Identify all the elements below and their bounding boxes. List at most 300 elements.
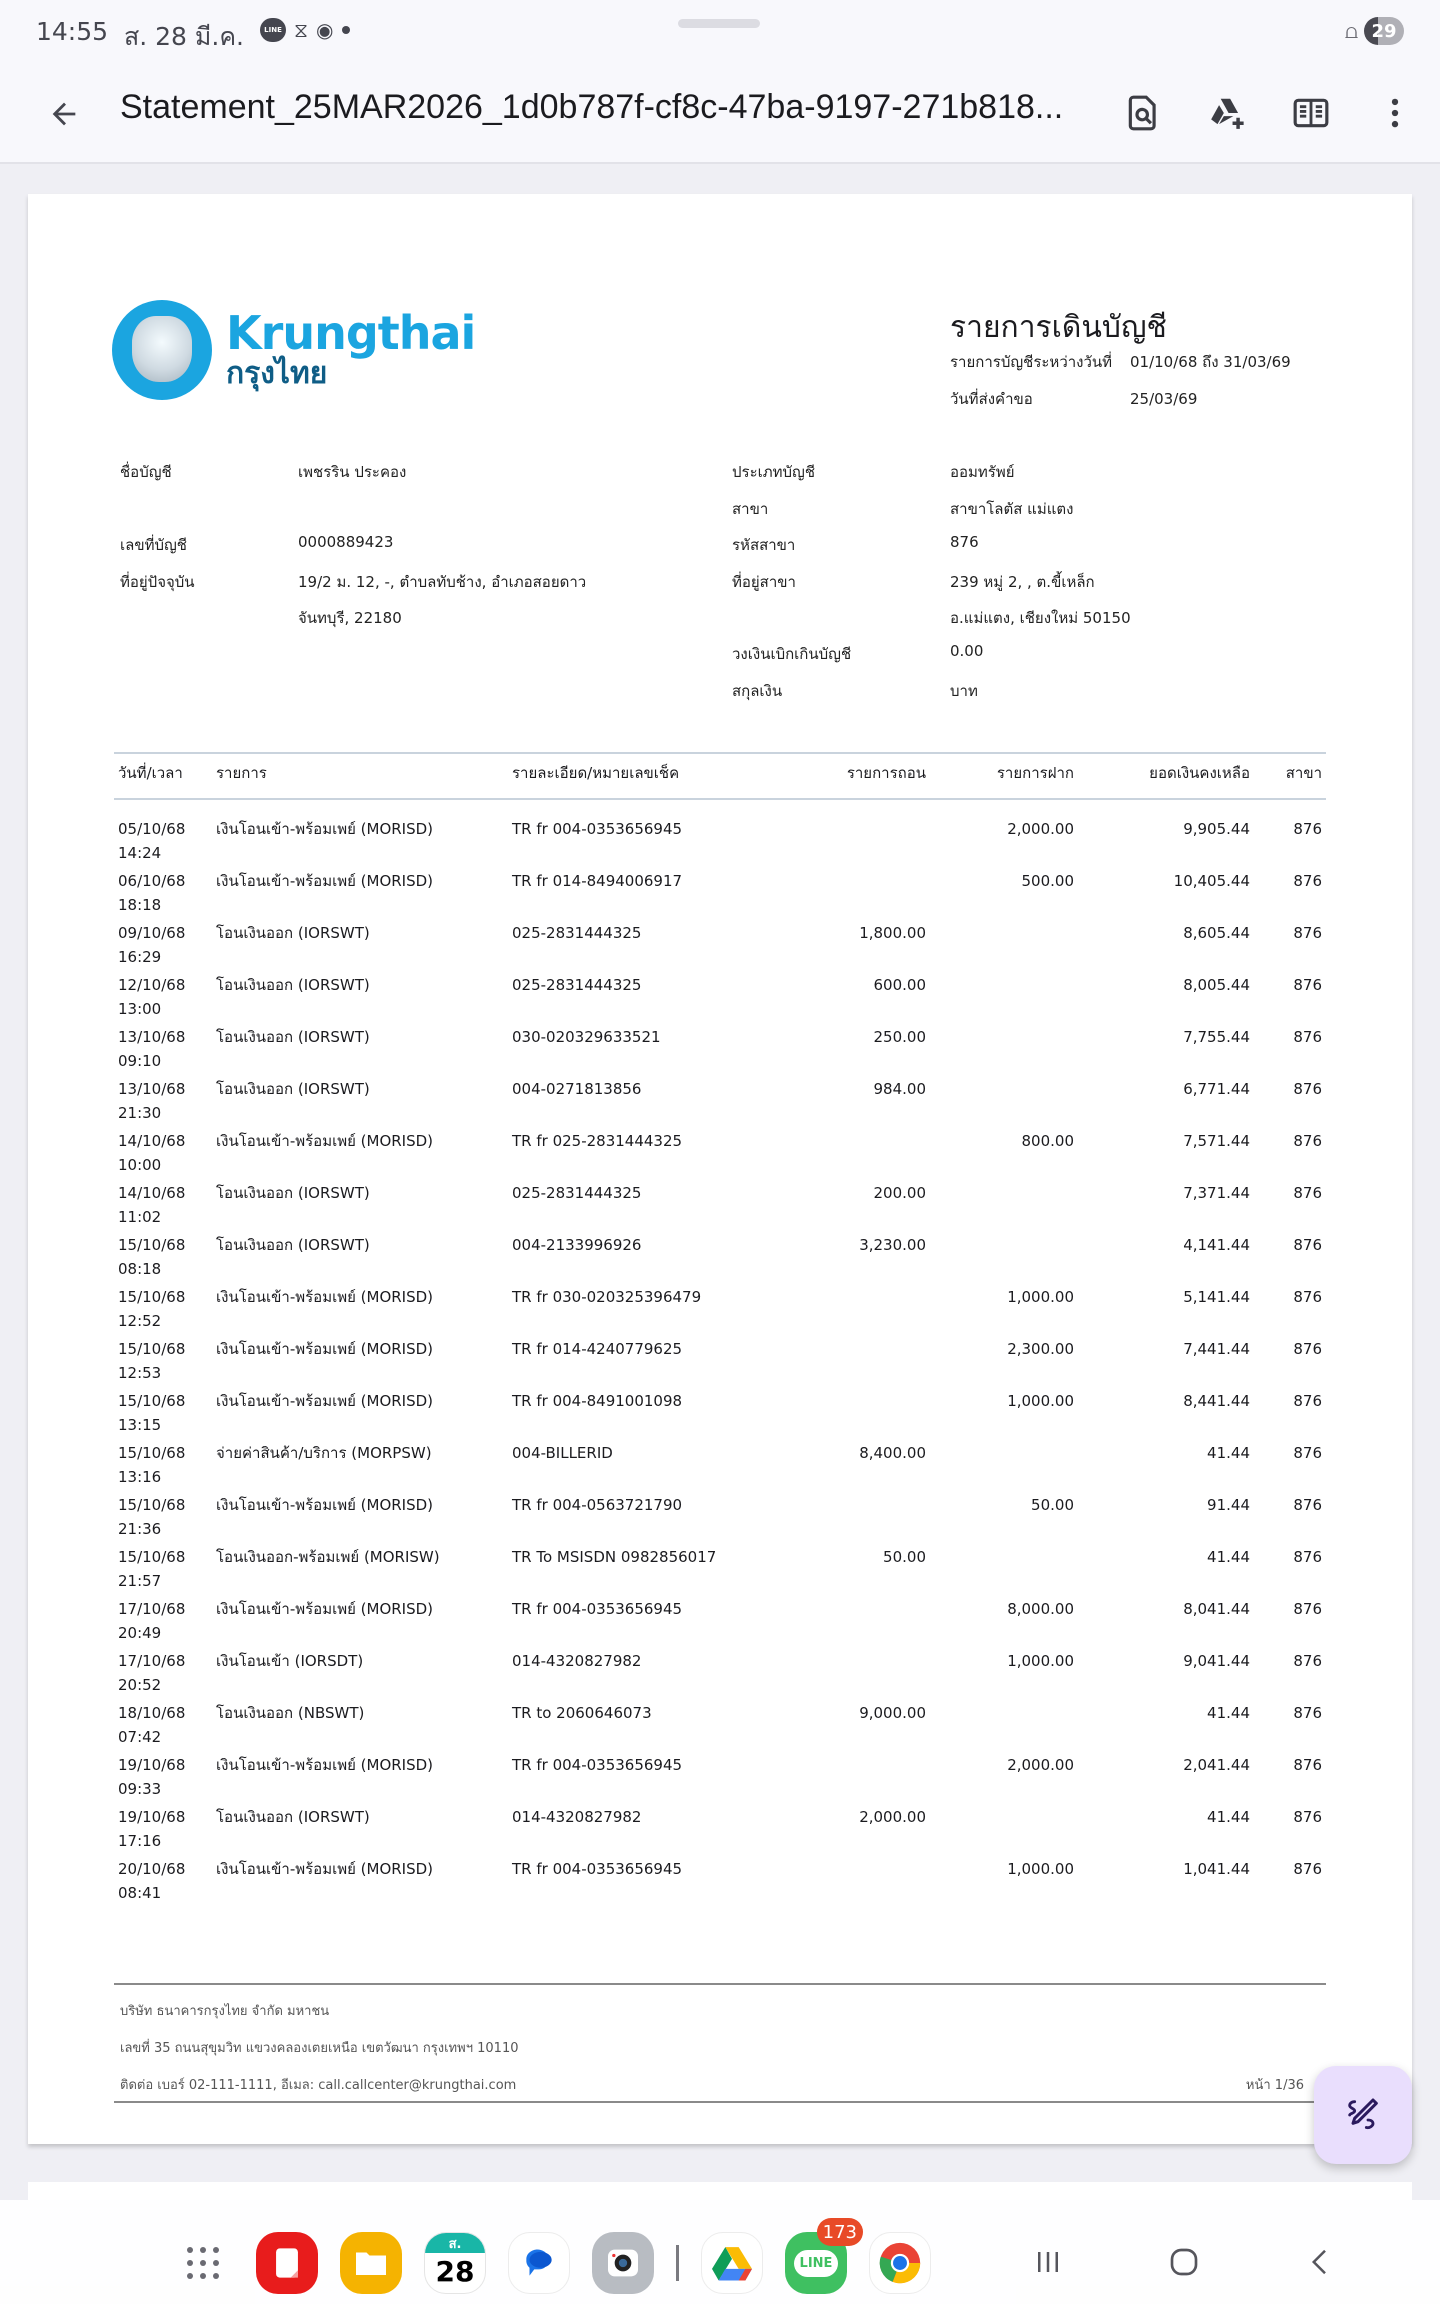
- col-branch: สาขา: [1285, 764, 1322, 782]
- tx-description: เงินโอนเข้า-พร้อมเพย์ (MORISD): [216, 872, 434, 890]
- tx-withdrawal: [808, 816, 930, 842]
- tx-branch: 876: [1293, 1340, 1322, 1358]
- tx-withdrawal: [808, 1492, 930, 1518]
- tx-deposit: [930, 920, 1078, 946]
- table-row: [114, 1596, 1326, 1622]
- branch-name: สาขาโลตัส แม่แตง: [950, 500, 1074, 518]
- tx-date: 20/10/68: [118, 1860, 186, 1878]
- col-detail: รายละเอียด/หมายเลขเช็ค: [512, 764, 680, 782]
- tx-deposit: [930, 1544, 1078, 1570]
- tx-description: เงินโอนเข้า-พร้อมเพย์ (MORISD): [216, 1756, 434, 1774]
- branch-address-line2: อ.แม่แตง, เชียงใหม่ 50150: [950, 609, 1131, 627]
- tx-branch: 876: [1293, 1080, 1322, 1098]
- tx-withdrawal: 984.00: [873, 1080, 926, 1098]
- document-title: Statement_25MAR2026_1d0b787f-cf8c-47ba-9197-271b818...: [120, 88, 1064, 126]
- table-row-time: [114, 998, 1326, 1024]
- tx-deposit: [930, 1700, 1078, 1726]
- tx-detail: TR fr 014-8494006917: [512, 872, 683, 890]
- tx-balance: 2,041.44: [1183, 1756, 1250, 1774]
- tx-balance: 8,041.44: [1183, 1600, 1250, 1618]
- find-in-document-button[interactable]: [1118, 88, 1168, 138]
- tx-withdrawal: [808, 1128, 930, 1154]
- home-button[interactable]: [1154, 2240, 1214, 2284]
- tx-deposit: 1,000.00: [1007, 1860, 1074, 1878]
- tx-withdrawal: [808, 1336, 930, 1362]
- tx-withdrawal: [808, 1752, 930, 1778]
- camera-app[interactable]: [592, 2232, 654, 2294]
- tx-detail: 025-2831444325: [512, 1184, 642, 1202]
- tx-deposit: 2,000.00: [1007, 1756, 1074, 1774]
- tx-withdrawal: 3,230.00: [859, 1236, 926, 1254]
- app-dock: [172, 2221, 931, 2294]
- draw-annotate-icon: [1343, 2095, 1383, 2135]
- overdraft-limit: 0.00: [950, 642, 984, 660]
- annotate-button[interactable]: [1314, 2066, 1412, 2164]
- tx-time: 12:52: [118, 1312, 162, 1330]
- tx-withdrawal: 50.00: [883, 1548, 926, 1566]
- table-row-time: [114, 1518, 1326, 1544]
- tx-detail: 014-4320827982: [512, 1808, 642, 1826]
- tx-deposit: [930, 972, 1078, 998]
- tx-branch: 876: [1293, 924, 1322, 942]
- tx-date: 15/10/68: [118, 1340, 186, 1358]
- tx-date: 09/10/68: [118, 924, 186, 942]
- tx-balance: 1,041.44: [1183, 1860, 1250, 1878]
- tx-branch: 876: [1293, 976, 1322, 994]
- table-row-time: [114, 1414, 1326, 1440]
- dock-separator: [676, 2245, 679, 2281]
- tx-description: โอนเงินออก (IORSWT): [216, 1236, 370, 1254]
- tx-date: 05/10/68: [118, 820, 186, 838]
- tx-deposit: [930, 1180, 1078, 1206]
- info-label: ที่อยู่ปัจจุบัน: [120, 573, 195, 591]
- tx-deposit: [930, 1440, 1078, 1466]
- tx-time: 17:16: [118, 1832, 162, 1850]
- table-row-time: [114, 1050, 1326, 1076]
- table-row: [114, 1336, 1326, 1362]
- battery-icon: 29: [1364, 17, 1404, 45]
- tx-balance: 41.44: [1207, 1548, 1250, 1566]
- tx-withdrawal: [808, 1648, 930, 1674]
- table-row: [114, 1700, 1326, 1726]
- tx-date: 13/10/68: [118, 1080, 186, 1098]
- drive-add-icon: [1208, 94, 1246, 132]
- tx-time: 14:24: [118, 844, 162, 862]
- tx-date: 15/10/68: [118, 1288, 186, 1306]
- tx-date: 15/10/68: [118, 1444, 186, 1462]
- table-row-time: [114, 1362, 1326, 1388]
- table-row-time: [114, 1206, 1326, 1232]
- tx-branch: 876: [1293, 1860, 1322, 1878]
- tx-branch: 876: [1293, 1444, 1322, 1462]
- footer-bottom-divider: [114, 2101, 1326, 2103]
- tx-withdrawal: 200.00: [873, 1184, 926, 1202]
- tx-description: เงินโอนเข้า-พร้อมเพย์ (MORISD): [216, 1860, 434, 1878]
- branch-code: 876: [950, 533, 979, 551]
- tx-branch: 876: [1293, 1548, 1322, 1566]
- info-label: รหัสสาขา: [732, 536, 796, 554]
- table-row: [114, 1128, 1326, 1154]
- google-drive-app[interactable]: [701, 2232, 763, 2294]
- footer-address: เลขที่ 35 ถนนสุขุมวิท แขวงคลองเตยเหนือ เขตวัฒนา กรุงเทพฯ 10110: [120, 2041, 519, 2056]
- table-row-time: [114, 1778, 1326, 1804]
- notification-badge: 173: [817, 2218, 863, 2246]
- tx-balance: 8,605.44: [1183, 924, 1250, 942]
- line-icon: LINE: [260, 18, 286, 42]
- system-status: [1345, 17, 1404, 45]
- tx-date: 13/10/68: [118, 1028, 186, 1046]
- more-dot-icon: [342, 26, 350, 34]
- app-bar: [0, 64, 1440, 164]
- tx-deposit: 1,000.00: [1007, 1288, 1074, 1306]
- tx-description: โอนเงินออก (IORSWT): [216, 976, 370, 994]
- tx-time: 08:41: [118, 1884, 162, 1902]
- tx-withdrawal: [808, 868, 930, 894]
- tx-deposit: 800.00: [1021, 1132, 1074, 1150]
- tx-detail: TR to 2060646073: [512, 1704, 652, 1722]
- document-search-icon: [1124, 94, 1162, 132]
- tx-detail: TR To MSISDN 0982856017: [512, 1548, 717, 1566]
- tx-detail: 004-2133996926: [512, 1236, 642, 1254]
- tx-detail: TR fr 004-8491001098: [512, 1392, 683, 1410]
- tx-branch: 876: [1293, 1132, 1322, 1150]
- tx-date: 19/10/68: [118, 1756, 186, 1774]
- table-row: [114, 920, 1326, 946]
- tx-time: 21:36: [118, 1520, 162, 1538]
- tx-description: โอนเงินออก (IORSWT): [216, 1080, 370, 1098]
- col-date-time: วันที่/เวลา: [118, 764, 183, 782]
- page-number: หน้า 1/36: [1245, 2078, 1304, 2093]
- line-app[interactable]: [785, 2221, 857, 2294]
- table-row-time: [114, 894, 1326, 920]
- calendar-day-label: ส.: [425, 2233, 485, 2253]
- tx-balance: 7,441.44: [1183, 1340, 1250, 1358]
- info-label: สาขา: [732, 500, 769, 518]
- tx-description: เงินโอนเข้า-พร้อมเพย์ (MORISD): [216, 820, 434, 838]
- tx-balance: 41.44: [1207, 1808, 1250, 1826]
- capcut-icon: ⧖: [294, 18, 309, 42]
- tx-time: 10:00: [118, 1156, 162, 1174]
- home-icon: [1168, 2246, 1200, 2278]
- tx-deposit: 1,000.00: [1007, 1652, 1074, 1670]
- col-transaction: รายการ: [216, 764, 267, 782]
- tx-time: 07:42: [118, 1728, 162, 1746]
- tx-detail: TR fr 004-0563721790: [512, 1496, 683, 1514]
- tx-time: 09:10: [118, 1052, 162, 1070]
- tx-description: เงินโอนเข้า-พร้อมเพย์ (MORISD): [216, 1132, 434, 1150]
- bank-name-th: กรุงไทย: [226, 356, 328, 391]
- info-label: เลขที่บัญชี: [120, 536, 187, 554]
- table-row: [114, 1648, 1326, 1674]
- tx-balance: 4,141.44: [1183, 1236, 1250, 1254]
- table-spacer: [114, 794, 1326, 816]
- tx-branch: 876: [1293, 820, 1322, 838]
- samsung-notes-app[interactable]: [256, 2232, 318, 2294]
- transactions-table: [114, 752, 1326, 1908]
- tx-balance: 8,441.44: [1183, 1392, 1250, 1410]
- bank-name-en: Krungthai: [226, 306, 476, 360]
- tx-withdrawal: [808, 1284, 930, 1310]
- app-grid-icon: [181, 2241, 225, 2285]
- tx-description: โอนเงินออก (IORSWT): [216, 924, 370, 942]
- calendar-day: 28: [435, 2255, 475, 2288]
- app-drawer-button[interactable]: [172, 2232, 234, 2294]
- tx-withdrawal: 2,000.00: [859, 1808, 926, 1826]
- branch-address: 239 หมู่ 2, , ต.ขี้เหล็ก: [950, 573, 1095, 591]
- recent-apps-icon: [1033, 2247, 1063, 2277]
- google-drive-icon: [712, 2245, 752, 2281]
- tx-branch: 876: [1293, 1496, 1322, 1514]
- info-label: ชื่อบัญชี: [120, 463, 172, 481]
- tx-withdrawal: [808, 1856, 930, 1882]
- footer-company: บริษัท ธนาคารกรุงไทย จำกัด มหาชน: [120, 2004, 330, 2019]
- tx-detail: TR fr 025-2831444325: [512, 1132, 683, 1150]
- tx-withdrawal: 600.00: [873, 976, 926, 994]
- tx-description: จ่ายค่าสินค้า/บริการ (MORPSW): [216, 1444, 432, 1462]
- table-row-time: [114, 1258, 1326, 1284]
- tx-withdrawal: 250.00: [873, 1028, 926, 1046]
- table-row: [114, 1856, 1326, 1882]
- tx-date: 15/10/68: [118, 1236, 186, 1254]
- table-row: [114, 1232, 1326, 1258]
- tx-branch: 876: [1293, 1028, 1322, 1046]
- tx-detail: TR fr 014-4240779625: [512, 1340, 683, 1358]
- tx-description: โอนเงินออก (NBSWT): [216, 1704, 365, 1722]
- table-row-time: [114, 1154, 1326, 1180]
- tx-detail: TR fr 004-0353656945: [512, 820, 683, 838]
- tx-balance: 8,005.44: [1183, 976, 1250, 994]
- tx-description: เงินโอนเข้า-พร้อมเพย์ (MORISD): [216, 1600, 434, 1618]
- chat-bubble-icon: [520, 2244, 558, 2282]
- tx-branch: 876: [1293, 1288, 1322, 1306]
- tx-description: เงินโอนเข้า (IORSDT): [216, 1652, 364, 1670]
- table-row: [114, 1180, 1326, 1206]
- arrow-left-icon: [47, 97, 81, 131]
- my-files-app[interactable]: [340, 2232, 402, 2294]
- tx-branch: 876: [1293, 1184, 1322, 1202]
- wifi-icon: ⩍: [1345, 19, 1358, 43]
- tx-deposit: [930, 1804, 1078, 1830]
- current-address: 19/2 ม. 12, -, ตำบลทับช้าง, อำเภอสอยดาว: [298, 573, 587, 591]
- window-drag-handle[interactable]: [678, 19, 760, 28]
- tx-branch: 876: [1293, 1704, 1322, 1722]
- calendar-app[interactable]: [424, 2232, 486, 2294]
- tx-branch: 876: [1293, 1236, 1322, 1254]
- col-balance: ยอดเงินคงเหลือ: [1149, 764, 1250, 782]
- tx-branch: 876: [1293, 1600, 1322, 1618]
- tx-date: 14/10/68: [118, 1184, 186, 1202]
- tx-detail: TR fr 004-0353656945: [512, 1860, 683, 1878]
- table-body: [114, 794, 1326, 1908]
- table-row: [114, 972, 1326, 998]
- tx-detail: TR fr 004-0353656945: [512, 1756, 683, 1774]
- tx-detail: 025-2831444325: [512, 976, 642, 994]
- table-row-time: [114, 1674, 1326, 1700]
- tx-deposit: 8,000.00: [1007, 1600, 1074, 1618]
- tx-withdrawal: [808, 1388, 930, 1414]
- tx-branch: 876: [1293, 1808, 1322, 1826]
- chevron-left-icon: [1305, 2247, 1335, 2277]
- tx-time: 21:30: [118, 1104, 162, 1122]
- tx-balance: 9,041.44: [1183, 1652, 1250, 1670]
- tx-withdrawal: 8,400.00: [859, 1444, 926, 1462]
- table-row-time: [114, 946, 1326, 972]
- pdf-viewer[interactable]: [0, 166, 1440, 2200]
- tx-detail: 030-020329633521: [512, 1028, 661, 1046]
- chrome-app[interactable]: [869, 2232, 931, 2294]
- tx-balance: 7,571.44: [1183, 1132, 1250, 1150]
- table-row-time: [114, 1882, 1326, 1908]
- save-to-drive-button[interactable]: [1202, 88, 1252, 138]
- table-row: [114, 1284, 1326, 1310]
- tx-branch: 876: [1293, 872, 1322, 890]
- folder-icon: [352, 2248, 390, 2278]
- tx-balance: 41.44: [1207, 1704, 1250, 1722]
- taskbar: [0, 2200, 1440, 2304]
- table-row-time: [114, 842, 1326, 868]
- table-row: [114, 816, 1326, 842]
- tx-deposit: 500.00: [1021, 872, 1074, 890]
- col-withdrawal: รายการถอน: [846, 764, 926, 782]
- status-bar: [0, 0, 1440, 64]
- screen-record-icon: ◉: [316, 18, 334, 42]
- tx-time: 13:00: [118, 1000, 162, 1018]
- tx-date: 15/10/68: [118, 1548, 186, 1566]
- tx-deposit: 50.00: [1031, 1496, 1074, 1514]
- tx-description: โอนเงินออก (IORSWT): [216, 1184, 370, 1202]
- table-row: [114, 1544, 1326, 1570]
- table-header: [114, 752, 1326, 794]
- tx-time: 13:15: [118, 1416, 162, 1434]
- statement-period: รายการบัญชีระหว่างวันที่ 01/10/68 ถึง 31/03/69: [950, 353, 1291, 371]
- table-row-time: [114, 1310, 1326, 1336]
- info-label: วงเงินเบิกเกินบัญชี: [732, 645, 852, 663]
- pdf-page: [28, 194, 1412, 2144]
- tx-time: 21:57: [118, 1572, 162, 1590]
- info-label: สกุลเงิน: [732, 682, 783, 700]
- krungthai-emblem-icon: [112, 300, 212, 400]
- tx-time: 09:33: [118, 1780, 162, 1798]
- tx-time: 18:18: [118, 896, 162, 914]
- account-name: เพชรริน ประคอง: [298, 463, 407, 481]
- tx-date: 19/10/68: [118, 1808, 186, 1826]
- status-date: ส. 28 มี.ค.: [124, 22, 245, 51]
- tx-description: เงินโอนเข้า-พร้อมเพย์ (MORISD): [216, 1392, 434, 1410]
- tx-date: 14/10/68: [118, 1132, 186, 1150]
- tx-withdrawal: 1,800.00: [859, 924, 926, 942]
- tx-date: 15/10/68: [118, 1496, 186, 1514]
- request-date: วันที่ส่งคำขอ 25/03/69: [950, 390, 1198, 408]
- table-row: [114, 868, 1326, 894]
- tx-date: 17/10/68: [118, 1652, 186, 1670]
- tx-description: โอนเงินออก-พร้อมเพย์ (MORISW): [216, 1548, 440, 1566]
- tx-deposit: [930, 1024, 1078, 1050]
- tx-date: 18/10/68: [118, 1704, 186, 1722]
- chrome-icon: [878, 2241, 922, 2285]
- footer-top-divider: [114, 1983, 1326, 1985]
- tx-description: เงินโอนเข้า-พร้อมเพย์ (MORISD): [216, 1340, 434, 1358]
- tx-description: เงินโอนเข้า-พร้อมเพย์ (MORISD): [216, 1496, 434, 1514]
- tx-date: 06/10/68: [118, 872, 186, 890]
- tx-withdrawal: 9,000.00: [859, 1704, 926, 1722]
- table-row: [114, 1440, 1326, 1466]
- table-row: [114, 1492, 1326, 1518]
- tx-detail: 004-0271813856: [512, 1080, 642, 1098]
- reading-mode-button[interactable]: [1286, 88, 1336, 138]
- tx-balance: 91.44: [1207, 1496, 1250, 1514]
- tx-deposit: 1,000.00: [1007, 1392, 1074, 1410]
- tx-time: 16:29: [118, 948, 162, 966]
- tx-description: โอนเงินออก (IORSWT): [216, 1808, 370, 1826]
- tx-time: 20:52: [118, 1676, 162, 1694]
- table-row-time: [114, 1570, 1326, 1596]
- account-number: 0000889423: [298, 533, 394, 551]
- info-label: ประเภทบัญชี: [732, 463, 816, 481]
- table-row: [114, 1388, 1326, 1414]
- back-nav-button[interactable]: [1290, 2240, 1350, 2284]
- tx-branch: 876: [1293, 1652, 1322, 1670]
- status-time: 14:55: [36, 17, 109, 46]
- tx-time: 12:53: [118, 1364, 162, 1382]
- tx-detail: TR fr 030-020325396479: [512, 1288, 702, 1306]
- more-vert-icon: [1376, 94, 1414, 132]
- table-row-time: [114, 1830, 1326, 1856]
- tx-withdrawal: [808, 1596, 930, 1622]
- tx-time: 20:49: [118, 1624, 162, 1642]
- tx-deposit: [930, 1076, 1078, 1102]
- account-type: ออมทรัพย์: [950, 463, 1015, 481]
- reading-mode-icon: [1292, 94, 1330, 132]
- tx-detail: TR fr 004-0353656945: [512, 1600, 683, 1618]
- tx-deposit: [930, 1232, 1078, 1258]
- recent-apps-button[interactable]: [1018, 2240, 1078, 2284]
- back-button[interactable]: [40, 90, 88, 138]
- tx-date: 15/10/68: [118, 1392, 186, 1410]
- tx-description: โอนเงินออก (IORSWT): [216, 1028, 370, 1046]
- line-logo-icon: LINE: [794, 2250, 839, 2277]
- tx-deposit: 2,000.00: [1007, 820, 1074, 838]
- table-row: [114, 1076, 1326, 1102]
- tx-detail: 004-BILLERID: [512, 1444, 613, 1462]
- more-options-button[interactable]: [1370, 88, 1420, 138]
- table-row-time: [114, 1466, 1326, 1492]
- bank-logo: [112, 300, 475, 400]
- tx-description: เงินโอนเข้า-พร้อมเพย์ (MORISD): [216, 1288, 434, 1306]
- tx-time: 08:18: [118, 1260, 162, 1278]
- next-pdf-page-preview: [28, 2182, 1412, 2200]
- footer-contact: ติดต่อ เบอร์ 02-111-1111, อีเมล: call.callcenter@krungthai.com: [120, 2078, 517, 2093]
- camera-icon: [603, 2243, 643, 2283]
- messages-app[interactable]: [508, 2232, 570, 2294]
- currency: บาท: [950, 682, 978, 700]
- notification-icons: [260, 18, 350, 42]
- tx-deposit: 2,300.00: [1007, 1340, 1074, 1358]
- tx-branch: 876: [1293, 1756, 1322, 1774]
- table-row-time: [114, 1622, 1326, 1648]
- tx-balance: 9,905.44: [1183, 820, 1250, 838]
- table-row: [114, 1024, 1326, 1050]
- tx-branch: 876: [1293, 1392, 1322, 1410]
- tx-balance: 7,755.44: [1183, 1028, 1250, 1046]
- info-label: ที่อยู่สาขา: [732, 573, 796, 591]
- tx-balance: 7,371.44: [1183, 1184, 1250, 1202]
- tx-balance: 41.44: [1207, 1444, 1250, 1462]
- tx-balance: 5,141.44: [1183, 1288, 1250, 1306]
- tx-date: 17/10/68: [118, 1600, 186, 1618]
- table-row: [114, 1804, 1326, 1830]
- current-address-line2: จันทบุรี, 22180: [298, 609, 402, 627]
- tx-time: 11:02: [118, 1208, 162, 1226]
